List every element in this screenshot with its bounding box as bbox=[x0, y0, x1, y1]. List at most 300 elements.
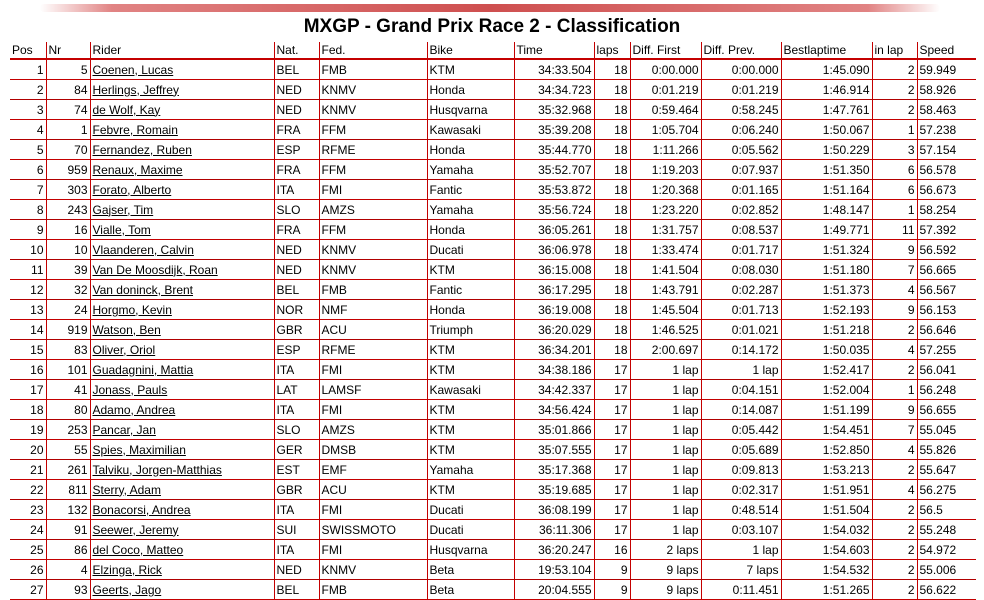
table-row bbox=[10, 420, 976, 440]
rider-link[interactable]: Elzinga, Rick bbox=[90, 560, 274, 580]
cell-diff-prev: 7 laps bbox=[701, 560, 781, 580]
cell-time: 36:05.261 bbox=[514, 220, 594, 240]
cell-fed: FMI bbox=[319, 180, 427, 200]
cell-diff-first: 1:33.474 bbox=[630, 240, 701, 260]
cell-speed: 56.655 bbox=[917, 400, 976, 420]
cell-speed: 58.254 bbox=[917, 200, 976, 220]
cell-speed: 56.592 bbox=[917, 240, 976, 260]
cell-in-lap: 2 bbox=[872, 360, 917, 380]
column-header-speed: Speed bbox=[917, 42, 976, 59]
cell-in-lap: 7 bbox=[872, 420, 917, 440]
cell-nat: FRA bbox=[274, 220, 319, 240]
cell-bestlaptime: 1:48.147 bbox=[781, 200, 872, 220]
cell-in-lap: 9 bbox=[872, 240, 917, 260]
cell-time: 35:53.872 bbox=[514, 180, 594, 200]
cell-fed: ACU bbox=[319, 320, 427, 340]
cell-time: 36:20.029 bbox=[514, 320, 594, 340]
rider-link[interactable]: del Coco, Matteo bbox=[90, 540, 274, 560]
cell-diff-prev: 0:48.514 bbox=[701, 500, 781, 520]
cell-nr: 70 bbox=[46, 140, 90, 160]
cell-fed: AMZS bbox=[319, 420, 427, 440]
cell-in-lap: 2 bbox=[872, 560, 917, 580]
cell-bestlaptime: 1:49.771 bbox=[781, 220, 872, 240]
cell-diff-first: 1:23.220 bbox=[630, 200, 701, 220]
cell-nat: LAT bbox=[274, 380, 319, 400]
cell-fed: RFME bbox=[319, 140, 427, 160]
cell-pos: 17 bbox=[10, 380, 46, 400]
cell-bike: Honda bbox=[427, 140, 514, 160]
cell-nr: 41 bbox=[46, 380, 90, 400]
cell-in-lap: 4 bbox=[872, 280, 917, 300]
table-row bbox=[10, 560, 976, 580]
cell-bike: KTM bbox=[427, 260, 514, 280]
cell-diff-first: 1 lap bbox=[630, 520, 701, 540]
cell-pos: 25 bbox=[10, 540, 46, 560]
rider-link[interactable]: Guadagnini, Mattia bbox=[90, 360, 274, 380]
cell-speed: 56.578 bbox=[917, 160, 976, 180]
cell-bike: Yamaha bbox=[427, 200, 514, 220]
cell-nr: 55 bbox=[46, 440, 90, 460]
cell-speed: 59.949 bbox=[917, 59, 976, 80]
column-header-diff-first: Diff. First bbox=[630, 42, 701, 59]
cell-nat: NED bbox=[274, 80, 319, 100]
cell-pos: 18 bbox=[10, 400, 46, 420]
cell-laps: 18 bbox=[594, 320, 630, 340]
cell-diff-prev: 0:05.562 bbox=[701, 140, 781, 160]
cell-bike: Husqvarna bbox=[427, 100, 514, 120]
cell-bestlaptime: 1:51.373 bbox=[781, 280, 872, 300]
cell-laps: 18 bbox=[594, 220, 630, 240]
cell-bike: Honda bbox=[427, 220, 514, 240]
cell-pos: 15 bbox=[10, 340, 46, 360]
cell-pos: 16 bbox=[10, 360, 46, 380]
column-header-pos: Pos bbox=[10, 42, 46, 59]
cell-bestlaptime: 1:51.265 bbox=[781, 580, 872, 600]
cell-pos: 13 bbox=[10, 300, 46, 320]
cell-speed: 57.154 bbox=[917, 140, 976, 160]
cell-nat: NED bbox=[274, 100, 319, 120]
table-row bbox=[10, 59, 976, 80]
cell-bestlaptime: 1:52.417 bbox=[781, 360, 872, 380]
cell-speed: 56.153 bbox=[917, 300, 976, 320]
column-header-time: Time bbox=[514, 42, 594, 59]
cell-time: 34:38.186 bbox=[514, 360, 594, 380]
cell-laps: 18 bbox=[594, 100, 630, 120]
cell-diff-first: 1:05.704 bbox=[630, 120, 701, 140]
cell-pos: 14 bbox=[10, 320, 46, 340]
cell-speed: 55.045 bbox=[917, 420, 976, 440]
cell-speed: 56.665 bbox=[917, 260, 976, 280]
cell-time: 34:56.424 bbox=[514, 400, 594, 420]
rider-link[interactable]: Talviku, Jorgen-Matthias bbox=[90, 460, 274, 480]
cell-nr: 93 bbox=[46, 580, 90, 600]
cell-bestlaptime: 1:54.603 bbox=[781, 540, 872, 560]
cell-in-lap: 2 bbox=[872, 100, 917, 120]
cell-diff-first: 1:46.525 bbox=[630, 320, 701, 340]
cell-pos: 24 bbox=[10, 520, 46, 540]
cell-diff-prev: 0:06.240 bbox=[701, 120, 781, 140]
cell-nat: ITA bbox=[274, 540, 319, 560]
rider-link[interactable]: Geerts, Jago bbox=[90, 580, 274, 600]
cell-pos: 20 bbox=[10, 440, 46, 460]
cell-bestlaptime: 1:52.004 bbox=[781, 380, 872, 400]
cell-time: 36:06.978 bbox=[514, 240, 594, 260]
cell-pos: 22 bbox=[10, 480, 46, 500]
table-row bbox=[10, 100, 976, 120]
table-row bbox=[10, 580, 976, 600]
table-row bbox=[10, 260, 976, 280]
cell-nat: ESP bbox=[274, 140, 319, 160]
table-row bbox=[10, 480, 976, 500]
cell-fed: KNMV bbox=[319, 560, 427, 580]
cell-in-lap: 6 bbox=[872, 180, 917, 200]
cell-nat: GBR bbox=[274, 320, 319, 340]
cell-pos: 1 bbox=[10, 59, 46, 80]
cell-time: 36:20.247 bbox=[514, 540, 594, 560]
cell-speed: 57.238 bbox=[917, 120, 976, 140]
cell-nr: 1 bbox=[46, 120, 90, 140]
table-row bbox=[10, 140, 976, 160]
cell-in-lap: 9 bbox=[872, 400, 917, 420]
rider-link[interactable]: Pancar, Jan bbox=[90, 420, 274, 440]
cell-speed: 55.647 bbox=[917, 460, 976, 480]
cell-bike: Triumph bbox=[427, 320, 514, 340]
cell-fed: RFME bbox=[319, 340, 427, 360]
cell-diff-prev: 0:02.287 bbox=[701, 280, 781, 300]
cell-bike: Fantic bbox=[427, 280, 514, 300]
cell-nr: 5 bbox=[46, 59, 90, 80]
rider-link[interactable]: Horgmo, Kevin bbox=[90, 300, 274, 320]
cell-bike: KTM bbox=[427, 59, 514, 80]
cell-time: 34:34.723 bbox=[514, 80, 594, 100]
cell-diff-prev: 0:01.717 bbox=[701, 240, 781, 260]
cell-pos: 4 bbox=[10, 120, 46, 140]
cell-diff-prev: 0:01.165 bbox=[701, 180, 781, 200]
cell-fed: FMB bbox=[319, 580, 427, 600]
cell-diff-first: 1:45.504 bbox=[630, 300, 701, 320]
cell-bestlaptime: 1:51.164 bbox=[781, 180, 872, 200]
cell-nat: ESP bbox=[274, 340, 319, 360]
cell-nat: FRA bbox=[274, 160, 319, 180]
cell-bestlaptime: 1:52.193 bbox=[781, 300, 872, 320]
cell-nat: EST bbox=[274, 460, 319, 480]
cell-pos: 21 bbox=[10, 460, 46, 480]
cell-fed: FMI bbox=[319, 500, 427, 520]
cell-bestlaptime: 1:51.199 bbox=[781, 400, 872, 420]
cell-bestlaptime: 1:54.532 bbox=[781, 560, 872, 580]
cell-nr: 84 bbox=[46, 80, 90, 100]
cell-bestlaptime: 1:54.451 bbox=[781, 420, 872, 440]
cell-bestlaptime: 1:53.213 bbox=[781, 460, 872, 480]
cell-fed: SWISSMOTO bbox=[319, 520, 427, 540]
rider-link[interactable]: Renaux, Maxime bbox=[90, 160, 274, 180]
cell-nat: SUI bbox=[274, 520, 319, 540]
cell-nr: 16 bbox=[46, 220, 90, 240]
cell-diff-prev: 0:02.852 bbox=[701, 200, 781, 220]
rider-link[interactable]: Gajser, Tim bbox=[90, 200, 274, 220]
cell-nat: FRA bbox=[274, 120, 319, 140]
cell-fed: FMB bbox=[319, 280, 427, 300]
cell-nat: NOR bbox=[274, 300, 319, 320]
cell-bike: KTM bbox=[427, 340, 514, 360]
table-row bbox=[10, 160, 976, 180]
cell-speed: 56.5 bbox=[917, 500, 976, 520]
cell-diff-first: 1 lap bbox=[630, 500, 701, 520]
table-row bbox=[10, 280, 976, 300]
cell-bike: KTM bbox=[427, 360, 514, 380]
cell-pos: 12 bbox=[10, 280, 46, 300]
cell-time: 20:04.555 bbox=[514, 580, 594, 600]
cell-diff-first: 9 laps bbox=[630, 560, 701, 580]
cell-time: 19:53.104 bbox=[514, 560, 594, 580]
cell-bestlaptime: 1:51.324 bbox=[781, 240, 872, 260]
cell-diff-prev: 0:07.937 bbox=[701, 160, 781, 180]
cell-bestlaptime: 1:50.067 bbox=[781, 120, 872, 140]
cell-nat: BEL bbox=[274, 580, 319, 600]
cell-in-lap: 3 bbox=[872, 140, 917, 160]
cell-time: 35:56.724 bbox=[514, 200, 594, 220]
rider-link[interactable]: de Wolf, Kay bbox=[90, 100, 274, 120]
table-row bbox=[10, 320, 976, 340]
cell-nat: NED bbox=[274, 240, 319, 260]
cell-diff-prev: 1 lap bbox=[701, 360, 781, 380]
cell-bike: Ducati bbox=[427, 500, 514, 520]
cell-nr: 303 bbox=[46, 180, 90, 200]
cell-diff-prev: 0:14.087 bbox=[701, 400, 781, 420]
cell-laps: 17 bbox=[594, 420, 630, 440]
cell-pos: 26 bbox=[10, 560, 46, 580]
cell-nr: 39 bbox=[46, 260, 90, 280]
cell-in-lap: 2 bbox=[872, 460, 917, 480]
cell-diff-first: 1 lap bbox=[630, 440, 701, 460]
cell-speed: 56.275 bbox=[917, 480, 976, 500]
cell-speed: 58.463 bbox=[917, 100, 976, 120]
rider-link[interactable]: Van De Moosdijk, Roan bbox=[90, 260, 274, 280]
cell-nr: 24 bbox=[46, 300, 90, 320]
cell-in-lap: 9 bbox=[872, 300, 917, 320]
column-header-in-lap: in lap bbox=[872, 42, 917, 59]
cell-bestlaptime: 1:51.504 bbox=[781, 500, 872, 520]
column-header-rider: Rider bbox=[90, 42, 274, 59]
cell-in-lap: 2 bbox=[872, 59, 917, 80]
cell-fed: KNMV bbox=[319, 100, 427, 120]
column-header-laps: laps bbox=[594, 42, 630, 59]
rider-link[interactable]: Febvre, Romain bbox=[90, 120, 274, 140]
column-header-fed: Fed. bbox=[319, 42, 427, 59]
cell-bike: Fantic bbox=[427, 180, 514, 200]
table-row bbox=[10, 80, 976, 100]
cell-laps: 18 bbox=[594, 280, 630, 300]
cell-bike: Honda bbox=[427, 300, 514, 320]
cell-laps: 18 bbox=[594, 140, 630, 160]
cell-diff-first: 1 lap bbox=[630, 360, 701, 380]
cell-pos: 27 bbox=[10, 580, 46, 600]
cell-in-lap: 4 bbox=[872, 440, 917, 460]
header-brush-stroke bbox=[40, 4, 940, 12]
table-row bbox=[10, 340, 976, 360]
cell-pos: 2 bbox=[10, 80, 46, 100]
column-header-bestlaptime: Bestlaptime bbox=[781, 42, 872, 59]
cell-laps: 17 bbox=[594, 500, 630, 520]
rider-link[interactable]: Forato, Alberto bbox=[90, 180, 274, 200]
cell-in-lap: 1 bbox=[872, 380, 917, 400]
cell-fed: FFM bbox=[319, 160, 427, 180]
cell-bestlaptime: 1:46.914 bbox=[781, 80, 872, 100]
cell-nat: SLO bbox=[274, 200, 319, 220]
cell-nr: 261 bbox=[46, 460, 90, 480]
column-header-diff-prev: Diff. Prev. bbox=[701, 42, 781, 59]
rider-link[interactable]: Sterry, Adam bbox=[90, 480, 274, 500]
column-header-nat: Nat. bbox=[274, 42, 319, 59]
cell-nr: 4 bbox=[46, 560, 90, 580]
cell-bestlaptime: 1:51.350 bbox=[781, 160, 872, 180]
cell-pos: 11 bbox=[10, 260, 46, 280]
table-row bbox=[10, 200, 976, 220]
cell-fed: FFM bbox=[319, 220, 427, 240]
cell-time: 35:19.685 bbox=[514, 480, 594, 500]
rider-link[interactable]: Adamo, Andrea bbox=[90, 400, 274, 420]
cell-laps: 17 bbox=[594, 360, 630, 380]
cell-bike: Beta bbox=[427, 560, 514, 580]
cell-diff-first: 9 laps bbox=[630, 580, 701, 600]
cell-bestlaptime: 1:50.035 bbox=[781, 340, 872, 360]
cell-nat: BEL bbox=[274, 280, 319, 300]
rider-link[interactable]: Vialle, Tom bbox=[90, 220, 274, 240]
cell-pos: 3 bbox=[10, 100, 46, 120]
cell-speed: 58.926 bbox=[917, 80, 976, 100]
cell-laps: 18 bbox=[594, 340, 630, 360]
cell-diff-first: 2:00.697 bbox=[630, 340, 701, 360]
cell-fed: DMSB bbox=[319, 440, 427, 460]
cell-fed: FFM bbox=[319, 120, 427, 140]
rider-link[interactable]: Spies, Maximilian bbox=[90, 440, 274, 460]
rider-link[interactable]: Coenen, Lucas bbox=[90, 59, 274, 80]
rider-link[interactable]: Jonass, Pauls bbox=[90, 380, 274, 400]
table-row bbox=[10, 500, 976, 520]
cell-diff-prev: 0:03.107 bbox=[701, 520, 781, 540]
cell-in-lap: 4 bbox=[872, 340, 917, 360]
cell-nr: 101 bbox=[46, 360, 90, 380]
cell-nr: 10 bbox=[46, 240, 90, 260]
cell-speed: 56.567 bbox=[917, 280, 976, 300]
cell-laps: 17 bbox=[594, 480, 630, 500]
cell-nat: ITA bbox=[274, 400, 319, 420]
cell-nr: 919 bbox=[46, 320, 90, 340]
cell-nr: 243 bbox=[46, 200, 90, 220]
cell-nr: 83 bbox=[46, 340, 90, 360]
cell-fed: KNMV bbox=[319, 260, 427, 280]
cell-bike: KTM bbox=[427, 420, 514, 440]
cell-time: 35:07.555 bbox=[514, 440, 594, 460]
cell-time: 36:11.306 bbox=[514, 520, 594, 540]
cell-speed: 56.041 bbox=[917, 360, 976, 380]
cell-laps: 18 bbox=[594, 160, 630, 180]
cell-time: 36:19.008 bbox=[514, 300, 594, 320]
cell-laps: 18 bbox=[594, 240, 630, 260]
cell-laps: 18 bbox=[594, 200, 630, 220]
cell-bestlaptime: 1:51.218 bbox=[781, 320, 872, 340]
column-header-nr: Nr bbox=[46, 42, 90, 59]
cell-diff-prev: 0:02.317 bbox=[701, 480, 781, 500]
cell-diff-first: 1:41.504 bbox=[630, 260, 701, 280]
cell-bestlaptime: 1:52.850 bbox=[781, 440, 872, 460]
cell-laps: 17 bbox=[594, 380, 630, 400]
cell-diff-prev: 0:05.442 bbox=[701, 420, 781, 440]
cell-laps: 17 bbox=[594, 460, 630, 480]
cell-time: 35:32.968 bbox=[514, 100, 594, 120]
cell-fed: KNMV bbox=[319, 240, 427, 260]
cell-diff-prev: 0:01.713 bbox=[701, 300, 781, 320]
rider-link[interactable]: Vlaanderen, Calvin bbox=[90, 240, 274, 260]
cell-diff-first: 1:20.368 bbox=[630, 180, 701, 200]
classification-table bbox=[10, 42, 976, 600]
cell-fed: KNMV bbox=[319, 80, 427, 100]
cell-speed: 54.972 bbox=[917, 540, 976, 560]
cell-nr: 959 bbox=[46, 160, 90, 180]
rider-link[interactable]: Oliver, Oriol bbox=[90, 340, 274, 360]
cell-diff-first: 1 lap bbox=[630, 420, 701, 440]
cell-bike: Honda bbox=[427, 80, 514, 100]
cell-nat: GER bbox=[274, 440, 319, 460]
rider-link[interactable]: Fernandez, Ruben bbox=[90, 140, 274, 160]
page-title: MXGP - Grand Prix Race 2 - Classification bbox=[303, 16, 681, 37]
rider-link[interactable]: Seewer, Jeremy bbox=[90, 520, 274, 540]
cell-speed: 56.248 bbox=[917, 380, 976, 400]
cell-bestlaptime: 1:54.032 bbox=[781, 520, 872, 540]
rider-link[interactable]: Bonacorsi, Andrea bbox=[90, 500, 274, 520]
cell-bestlaptime: 1:45.090 bbox=[781, 59, 872, 80]
cell-speed: 56.622 bbox=[917, 580, 976, 600]
cell-diff-first: 1:31.757 bbox=[630, 220, 701, 240]
table-header-row bbox=[10, 42, 976, 59]
cell-laps: 17 bbox=[594, 400, 630, 420]
cell-nr: 132 bbox=[46, 500, 90, 520]
table-row bbox=[10, 400, 976, 420]
cell-bike: Kawasaki bbox=[427, 380, 514, 400]
cell-laps: 18 bbox=[594, 300, 630, 320]
cell-time: 35:44.770 bbox=[514, 140, 594, 160]
table-row bbox=[10, 220, 976, 240]
cell-diff-first: 1:43.791 bbox=[630, 280, 701, 300]
cell-bike: Ducati bbox=[427, 520, 514, 540]
table-row bbox=[10, 520, 976, 540]
cell-nr: 91 bbox=[46, 520, 90, 540]
cell-speed: 55.248 bbox=[917, 520, 976, 540]
cell-fed: ACU bbox=[319, 480, 427, 500]
cell-bike: Husqvarna bbox=[427, 540, 514, 560]
cell-bike: Yamaha bbox=[427, 460, 514, 480]
cell-time: 36:34.201 bbox=[514, 340, 594, 360]
cell-laps: 18 bbox=[594, 180, 630, 200]
cell-nat: GBR bbox=[274, 480, 319, 500]
cell-laps: 18 bbox=[594, 80, 630, 100]
cell-speed: 56.673 bbox=[917, 180, 976, 200]
column-header-bike: Bike bbox=[427, 42, 514, 59]
cell-bike: Beta bbox=[427, 580, 514, 600]
table-row bbox=[10, 440, 976, 460]
rider-link[interactable]: Van doninck, Brent bbox=[90, 280, 274, 300]
cell-speed: 55.006 bbox=[917, 560, 976, 580]
table-body bbox=[10, 59, 976, 600]
cell-time: 35:39.208 bbox=[514, 120, 594, 140]
cell-time: 36:17.295 bbox=[514, 280, 594, 300]
rider-link[interactable]: Herlings, Jeffrey bbox=[90, 80, 274, 100]
cell-time: 36:15.008 bbox=[514, 260, 594, 280]
rider-link[interactable]: Watson, Ben bbox=[90, 320, 274, 340]
cell-time: 35:01.866 bbox=[514, 420, 594, 440]
cell-fed: FMI bbox=[319, 400, 427, 420]
cell-fed: NMF bbox=[319, 300, 427, 320]
